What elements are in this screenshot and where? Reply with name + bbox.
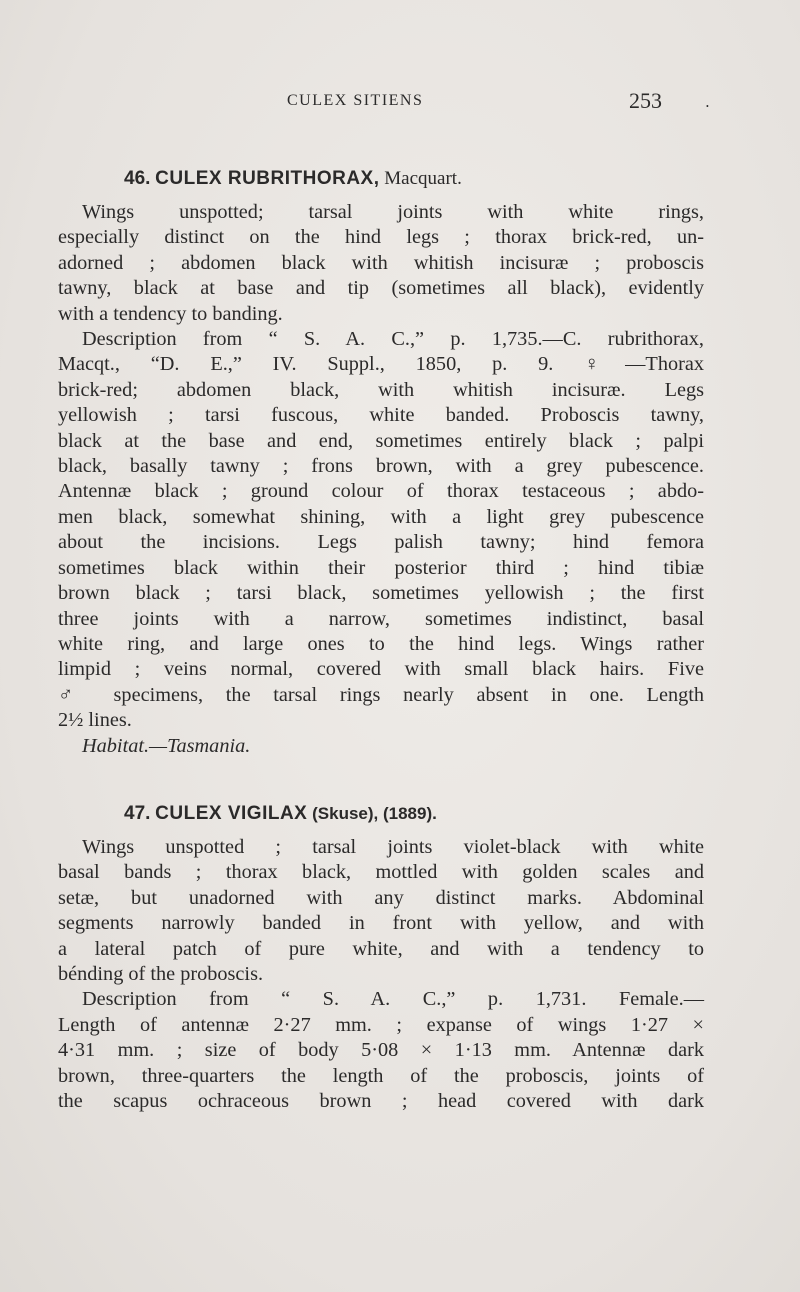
text-line: bénding of the proboscis.	[58, 962, 264, 985]
text-line: 4·31 mm. ; size of body 5·08 × 1·13 mm. Antennæ dark	[58, 1039, 704, 1062]
running-title: CULEX SITIENS	[287, 92, 424, 109]
text-line: Antennæ black ; ground colour of thorax testaceous ; abdo-	[58, 480, 704, 503]
habitat-text: Habitat.—Tasmania.	[82, 734, 251, 757]
text-line: 2½ lines.	[58, 709, 132, 732]
text-line: Length of antennæ 2·27 mm. ; expanse of wings 1·27 ×	[58, 1013, 704, 1036]
text-line: Macqt., “D. E.,” IV. Suppl., 1850, p. 9. ♀—Thorax	[58, 353, 704, 376]
species-number: 46.	[124, 168, 151, 189]
text-line: brown black ; tarsi black, sometimes yellowish ; the first	[58, 582, 704, 605]
margin-dot-mark: •	[706, 102, 709, 111]
habitat-line	[58, 734, 704, 759]
text-line: a lateral patch of pure white, and with a tendency to	[58, 937, 704, 960]
text-line: limpid ; veins normal, covered with small black hairs. Five	[58, 658, 704, 681]
text-line: adorned ; abdomen black with whitish incisuræ ; proboscis	[58, 251, 704, 274]
text-line: especially distinct on the hind legs ; thorax brick-red, un-	[58, 226, 704, 249]
species-heading-47	[58, 799, 704, 829]
text-line: white ring, and large ones to the hind legs. Wings rather	[58, 632, 704, 655]
text-line: sometimes black within their posterior third ; hind tibiæ	[58, 556, 704, 579]
text-line: ♂ specimens, the tarsal rings nearly absent in one. Length	[58, 683, 704, 706]
text-line: brick-red; abdomen black, with whitish incisuræ. Legs	[58, 378, 704, 401]
text-line: the scapus ochraceous brown ; head covered with dark	[58, 1090, 704, 1112]
page-number: 253	[629, 88, 662, 113]
text-line: black, basally tawny ; frons brown, with a grey pubescence.	[58, 455, 704, 478]
species-number: 47.	[124, 802, 151, 824]
text-line: setæ, but unadorned with any distinct marks. Abdominal	[58, 886, 704, 909]
species-author: (Skuse), (1889).	[312, 803, 437, 823]
species-name: CULEX VIGILAX	[155, 802, 308, 824]
text-line: Wings unspotted ; tarsal joints violet-black with white	[82, 835, 704, 858]
text-line: tawny, black at base and tip (sometimes all black), evidently	[58, 277, 704, 300]
text-line: about the incisions. Legs palish tawny; hind femora	[58, 531, 704, 554]
text-line: Description from “ S. A. C.,” p. 1,735.—C. rubrithorax,	[82, 328, 704, 351]
page-body	[58, 164, 704, 1114]
text-line: yellowish ; tarsi fuscous, white banded. Proboscis tawny,	[58, 404, 704, 427]
text-line: Description from “ S. A. C.,” p. 1,731. Female.—	[82, 988, 704, 1011]
species-author: Macquart.	[384, 168, 462, 189]
text-line: men black, somewhat shining, with a light grey pubescence	[58, 505, 704, 528]
text-line: black at the base and end, sometimes entirely black ; palpi	[58, 429, 704, 452]
text-line: Wings unspotted; tarsal joints with white rings,	[82, 201, 704, 223]
running-header	[0, 88, 800, 122]
species-name: CULEX RUBRITHORAX,	[155, 168, 380, 189]
text-line: basal bands ; thorax black, mottled with golden scales and	[58, 861, 704, 884]
text-line: three joints with a narrow, sometimes indistinct, basal	[58, 607, 704, 630]
text-line: with a tendency to banding.	[58, 302, 283, 325]
species-heading-46	[58, 164, 704, 194]
text-line: brown, three-quarters the length of the proboscis, joints of	[58, 1064, 704, 1087]
text-line: segments narrowly banded in front with yellow, and with	[58, 912, 704, 935]
